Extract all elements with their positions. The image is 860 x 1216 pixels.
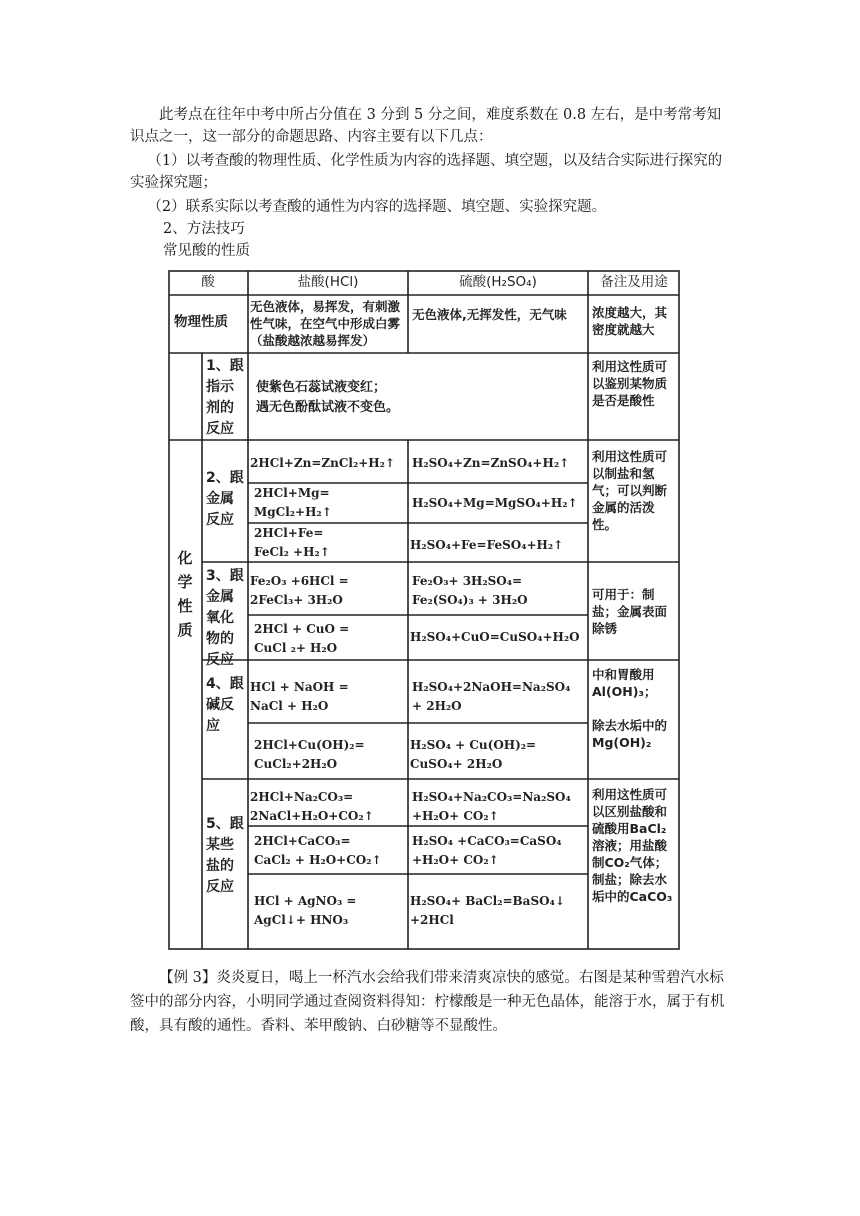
indicator-label: 1、跟指示剂的反应: [206, 358, 244, 437]
physical-h2so4: 无色液体,无挥发性，无气味: [412, 307, 567, 322]
salt-h2so4-bacl2: H₂SO₄+ BaCl₂=BaSO₄↓ +2HCl: [410, 894, 565, 927]
section-heading: 2、方法技巧: [163, 221, 245, 237]
metal-notes: 利用这性质可以制盐和氢气；可以判断金属的活泼性。: [592, 449, 668, 532]
salt-label: 5、跟某些盐的反应: [206, 816, 244, 895]
point-1: （1）以考查酸的物理性质、化学性质为内容的选择题、填空题，以及结合实际进行探究的实验探究题；: [130, 153, 723, 191]
chemical-label: 化学性质: [177, 549, 193, 639]
indicator-text: 使紫色石蕊试液变红； 遇无色酚酞试液不变色。: [256, 380, 400, 415]
metal-h2so4-mg: H₂SO₄+Mg=MgSO₄+H₂↑: [412, 496, 578, 510]
header-notes: 备注及用途: [600, 274, 668, 290]
salt-hcl-caco3: 2HCl+CaCO₃= CaCl₂ + H₂O+CO₂↑: [254, 834, 382, 867]
example-paragraph: [130, 966, 730, 1038]
base-h2so4-cuoh2: H₂SO₄ + Cu(OH)₂= CuSO₄+ 2H₂O: [410, 738, 537, 771]
header-h2so4: 硫酸(H₂SO₄): [459, 274, 537, 290]
oxide-label: 3、跟金属氧化物的反应: [206, 568, 244, 668]
metal-hcl-fe: 2HCl+Fe= FeCl₂ +H₂↑: [254, 526, 330, 559]
example-tag: 【例 3】: [159, 970, 217, 986]
acid-properties-table: [168, 270, 680, 950]
metal-label: 2、跟金属反应: [206, 470, 244, 528]
salt-notes: 利用这性质可以区别盐酸和硫酸用BaCl₂溶液；用盐酸制CO₂气体；制盐；除去水垢中的CaCO₃: [592, 787, 673, 904]
oxide-h2so4-fe2o3: Fe₂O₃+ 3H₂SO₄= Fe₂(SO₄)₃ + 3H₂O: [412, 574, 528, 607]
point-2: （2）联系实际以考查酸的通性为内容的选择题、填空题、实验探究题。: [147, 199, 607, 215]
salt-h2so4-na2co3: H₂SO₄+Na₂CO₃=Na₂SO₄ +H₂O+ CO₂↑: [412, 790, 571, 823]
subsection-heading: 常见酸的性质: [163, 243, 250, 259]
salt-h2so4-caco3: H₂SO₄ +CaCO₃=CaSO₄ +H₂O+ CO₂↑: [412, 834, 562, 867]
header-hcl: 盐酸(HCl): [297, 274, 359, 290]
base-label: 4、跟碱反应: [206, 676, 244, 734]
salt-hcl-na2co3: 2HCl+Na₂CO₃= 2NaCl+H₂O+CO₂↑: [250, 790, 374, 823]
base-notes: 中和胃酸用Al(OH)₃； 除去水垢中的Mg(OH)₂: [592, 667, 668, 750]
metal-hcl-zn: 2HCl+Zn=ZnCl₂+H₂↑: [250, 456, 395, 470]
intro-paragraph: 此考点在往年中考中所占分值在 3 分到 5 分之间，难度系数在 0.8 左右，是中考常考知识点之一，这一部分的命题思路、内容主要有以下几点：: [130, 107, 722, 145]
base-hcl-naoh: HCl + NaOH = NaCl + H₂O: [250, 680, 349, 713]
header-acid: 酸: [201, 274, 215, 290]
oxide-hcl-cuo: 2HCl + CuO = CuCl ₂+ H₂O: [254, 622, 350, 655]
metal-h2so4-zn: H₂SO₄+Zn=ZnSO₄+H₂↑: [412, 456, 570, 470]
indicator-notes: 利用这性质可以鉴别某物质是否是酸性: [592, 359, 668, 408]
oxide-h2so4-cuo: H₂SO₄+CuO=CuSO₄+H₂O: [410, 630, 580, 644]
physical-notes: 浓度越大，其密度就越大: [592, 305, 668, 337]
base-hcl-cuoh2: 2HCl+Cu(OH)₂= CuCl₂+2H₂O: [254, 738, 365, 771]
oxide-notes: 可用于：制盐；金属表面除锈: [592, 587, 668, 636]
base-h2so4-naoh: H₂SO₄+2NaOH=Na₂SO₄ + 2H₂O: [412, 680, 571, 713]
oxide-hcl-fe2o3: Fe₂O₃ +6HCl = 2FeCl₃+ 3H₂O: [250, 574, 349, 607]
example-text: 炎炎夏日，喝上一杯汽水会给我们带来清爽凉快的感觉。右图是某种雪碧汽水标签中的部分内容，小明同学通过查阅资料得知：柠檬酸是一种无色晶体，能溶于水，属于有机酸，具有酸的通性。香料、苯甲酸钠、白砂糖等不显酸性。: [130, 970, 725, 1034]
physical-hcl: 无色液体，易挥发，有刺激性气味，在空气中形成白雾（盐酸越浓越易挥发）: [250, 299, 401, 348]
metal-hcl-mg: 2HCl+Mg= MgCl₂+H₂↑: [254, 486, 332, 519]
physical-label: 物理性质: [174, 314, 228, 330]
salt-hcl-agno3: HCl + AgNO₃ = AgCl↓+ HNO₃: [254, 894, 357, 927]
metal-h2so4-fe: H₂SO₄+Fe=FeSO₄+H₂↑: [410, 538, 564, 552]
